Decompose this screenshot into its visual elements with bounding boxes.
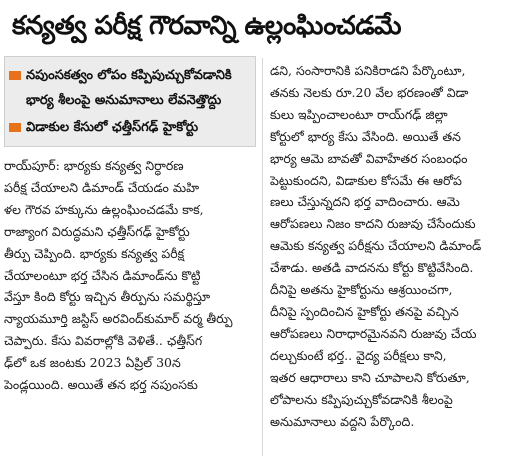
article-right-line: ఆరోపణలు నిరాధారమైనవని రుజువు చేయ [270,325,477,341]
article-body-right [270,60,512,432]
article-right-line: అనుమానాలు వద్దని పేర్కొంది. [270,413,415,429]
highlight-item [9,63,249,113]
article-right-line: ఆరోపణలు నిజం కాదని రుజువు చేసేందుకు [270,216,476,232]
article-left-line: చేయాలంటూ భర్త చేసిన డిమాండ్‌ను కొట్టి [4,267,201,283]
left-column [0,54,262,462]
article-right-line: ఆమెకు కన్యత్వ పరీక్షను చేయాలని డిమాండ్ [270,238,482,254]
article-right-line: ఇతర ఆధారాలు కాని చూపాలని కోరుతూ, [270,369,470,385]
article-right-line: భార్య ఆమె బావతో వివాహేతర సంబంధం [270,150,468,166]
article-left-line: రాజ్యాంగ విరుద్ధమని ఛత్తీస్‌గఢ్ హైకోర్టు [4,223,190,239]
article-body-left [4,155,258,396]
article-left-line: పరీక్ష చేయాలని డిమాండ్ చేయడం మహి [4,179,199,195]
headline: కన్యత్వ పరీక్ష గౌరవాన్ని ఉల్లంఘించడమే [12,11,402,41]
article-right-line: కులు ఇప్పించాలంటూ రాయ్‌గఢ్ జిల్లా [270,106,448,122]
article-right-line: చేశాడు. అతడి వాదనను కోర్టు కొట్టివేసింది. [270,260,474,276]
article-left-line: తీర్పు చెప్పింది. భార్యకు కన్యత్వ పరీక్ష [4,245,185,261]
article-right-line: దీనిపై అతను హైకోర్టును ఆశ్రయించగా, [270,282,453,298]
article-right-line: లోపాలను కప్పిపుచ్చుకోవడానికి శీలంపై [270,391,453,407]
highlights-box [4,56,256,147]
highlight-text: నపుంసకత్వం లోపం కప్పిపుచ్చుకోవడానికి భార్య శీలంపై అనుమానాలు లేవనెత్తొద్దు [26,68,232,108]
article-left-line: రాయ్‌పూర్: భార్యకు కన్యత్వ నిర్ధారణ [4,158,184,173]
article-left-line: చెప్పారు. కేసు వివరాల్లోకి వెళితే.. ఛత్తీస్‌గ [4,333,203,349]
article-right-line: పెట్టుకుందని, విడాకుల కోసమే ఈ ఆరోప [270,172,462,188]
article-right-line: తనకు నెలకు రూ.20 వేల భరణంతో విడా [270,84,469,100]
article-left-line: న్యాయమూర్తి జస్టిస్ అరవింద్‌కుమార్ వర్మ తీర్పు [4,311,233,327]
article-right-line: దీనిపై స్పందించిన హైకోర్టు తనపై వచ్చిన [270,303,459,319]
article-left-line: పెండ్లయింది. అయితే తన భర్త నపుంసకు [4,377,198,393]
article-right-line: కోర్టులో భార్య కేసు వేసింది. అయితే తన [270,128,461,144]
article-right-line: డని, సంసారానికి పనికిరాడని పేర్కొంటూ, [270,63,466,78]
highlight-text: విడాకుల కేసులో ఛత్తీస్‌గఢ్ హైకోర్టు [26,120,199,135]
square-bullet-icon [9,71,21,80]
highlight-item [9,115,249,140]
article-left-line: వేస్తూ కింది కోర్టు ఇచ్చిన తీర్పును సమర్థిస్తూ [4,289,211,305]
column-divider [262,58,263,456]
article-right-line: దల్చుకుంటే భర్త.. వైద్య పరీక్షలు కాని, [270,347,447,363]
right-column [264,54,518,462]
article-right-line: ణలు చేస్తున్నదని భర్త వాదించారు. ఆమె [270,194,460,210]
article-left-line: ళల గౌరవ హక్కును ఉల్లంఘించడమే కాక, [4,201,204,217]
square-bullet-icon [9,123,21,132]
article-left-line: ఢ్‌లో ఒక జంటకు 2023 ఏప్రిల్ 30న [4,355,181,371]
